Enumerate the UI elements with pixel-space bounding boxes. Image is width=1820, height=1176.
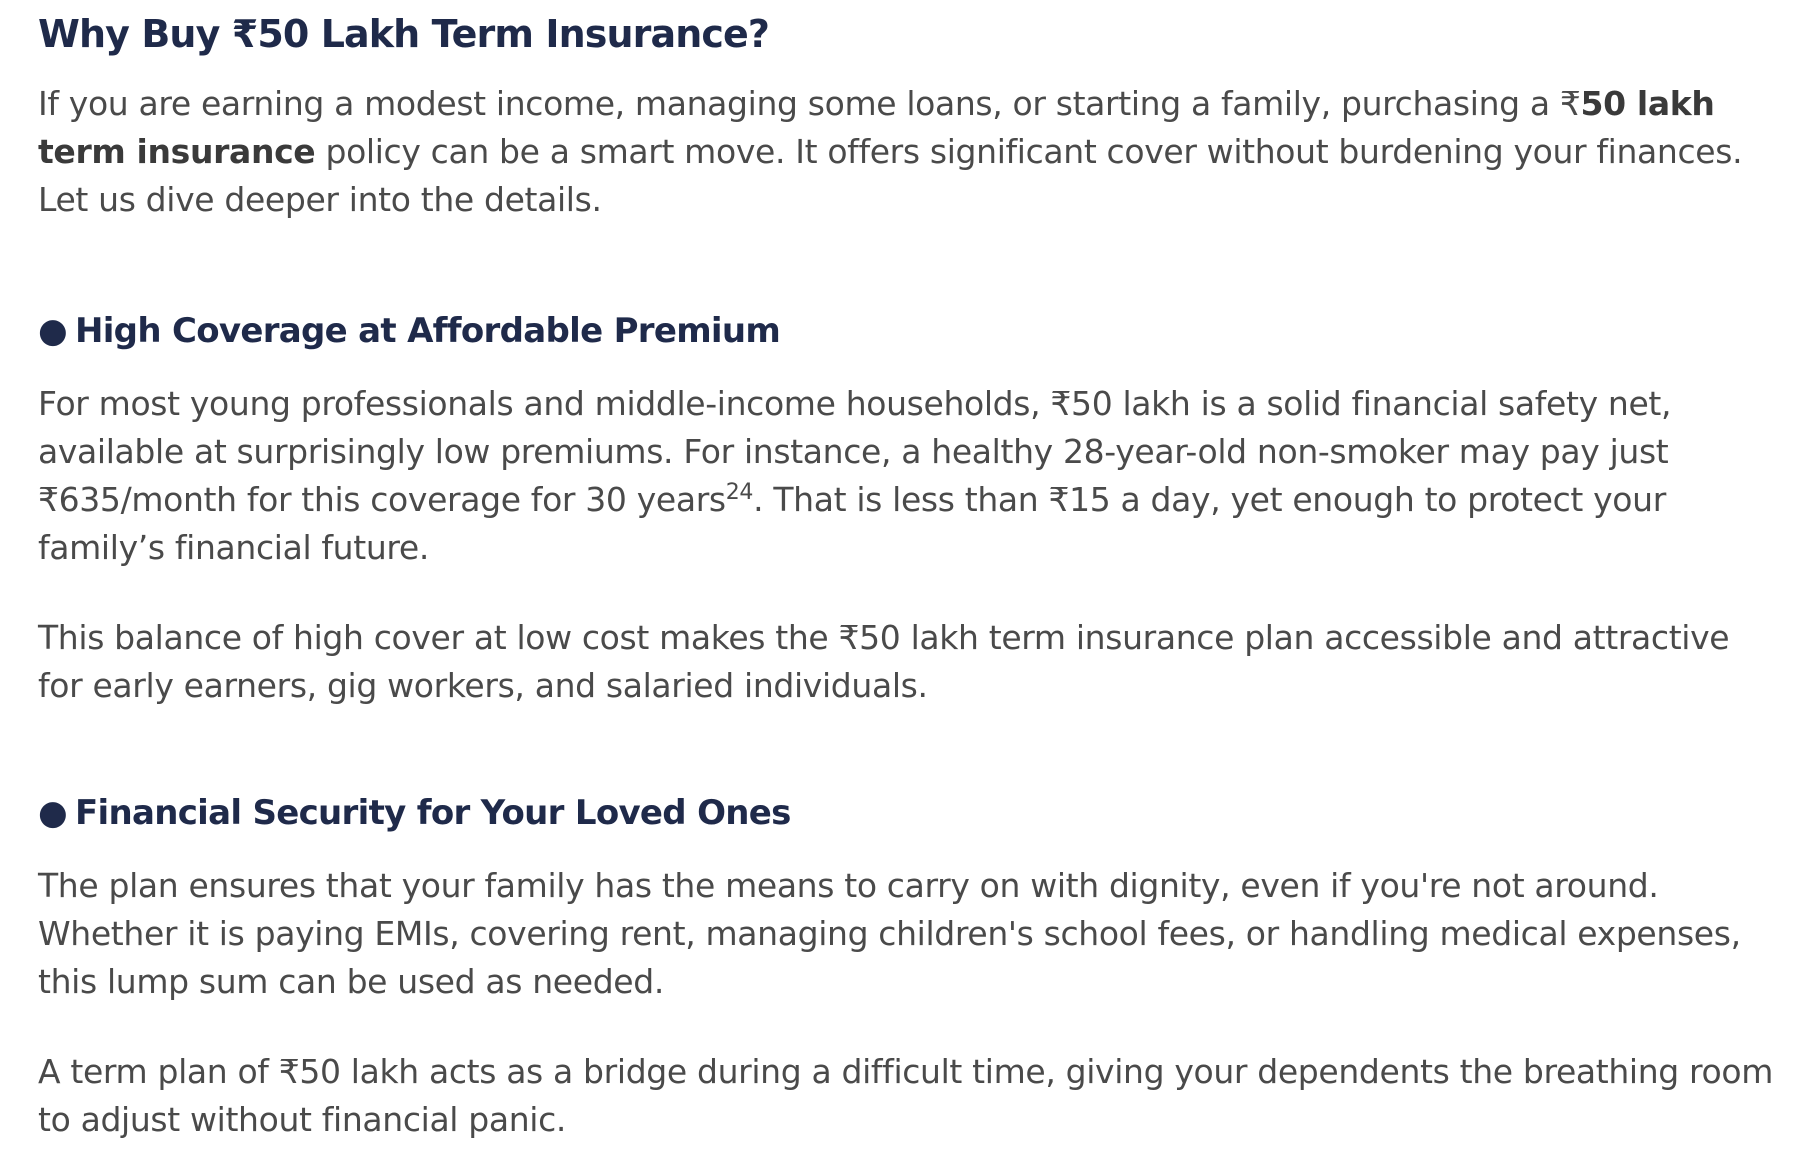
section-title: High Coverage at Affordable Premium <box>74 311 781 351</box>
section-heading-financial-security <box>38 790 1782 836</box>
footnote-reference: 24 <box>725 480 754 505</box>
intro-text-start: If you are earning a modest income, managing some loans, or starting a family, purchasing a ₹ <box>38 84 1581 123</box>
high-coverage-paragraph-2: This balance of high cover at low cost makes the ₹50 lakh term insurance plan accessible and attractive for early earners, gig workers, and salaried individuals. <box>38 618 1730 705</box>
paragraph-text-start: For most young professionals and middle-income households, ₹50 lakh is a solid financial safety net, available at surprisingly low premiums. For instance, a healthy 28-year-old non-smoker may pay just ₹635/month for this coverage for 30 years <box>38 384 1672 519</box>
intro-paragraph <box>38 80 1782 224</box>
intro-bold-text: 50 lakh term insurance <box>38 84 1715 171</box>
financial-security-paragraph-2: A term plan of ₹50 lakh acts as a bridge during a difficult time, giving your dependents the breathing room to adjust without financial panic. <box>38 1052 1774 1139</box>
intro-text-end: policy can be a smart move. It offers significant cover without burdening your finances. Let us dive deeper into the details. <box>38 132 1743 219</box>
financial-security-paragraph-1: The plan ensures that your family has the means to carry on with dignity, even if you're not around. Whether it is paying EMIs, covering rent, managing children's school fees, or handling medical expenses, this lump sum can be used as needed. <box>38 866 1741 1001</box>
bullet-icon: ● <box>38 311 67 351</box>
page-title: Why Buy ₹50 Lakh Term Insurance? <box>38 12 769 56</box>
bullet-icon: ● <box>38 793 67 833</box>
section-heading-high-coverage <box>38 308 1782 354</box>
high-coverage-paragraph-1 <box>38 380 1782 572</box>
paragraph-text-end: . That is less than ₹15 a day, yet enough to protect your family’s financial future. <box>38 480 1666 567</box>
section-title: Financial Security for Your Loved Ones <box>74 793 791 833</box>
